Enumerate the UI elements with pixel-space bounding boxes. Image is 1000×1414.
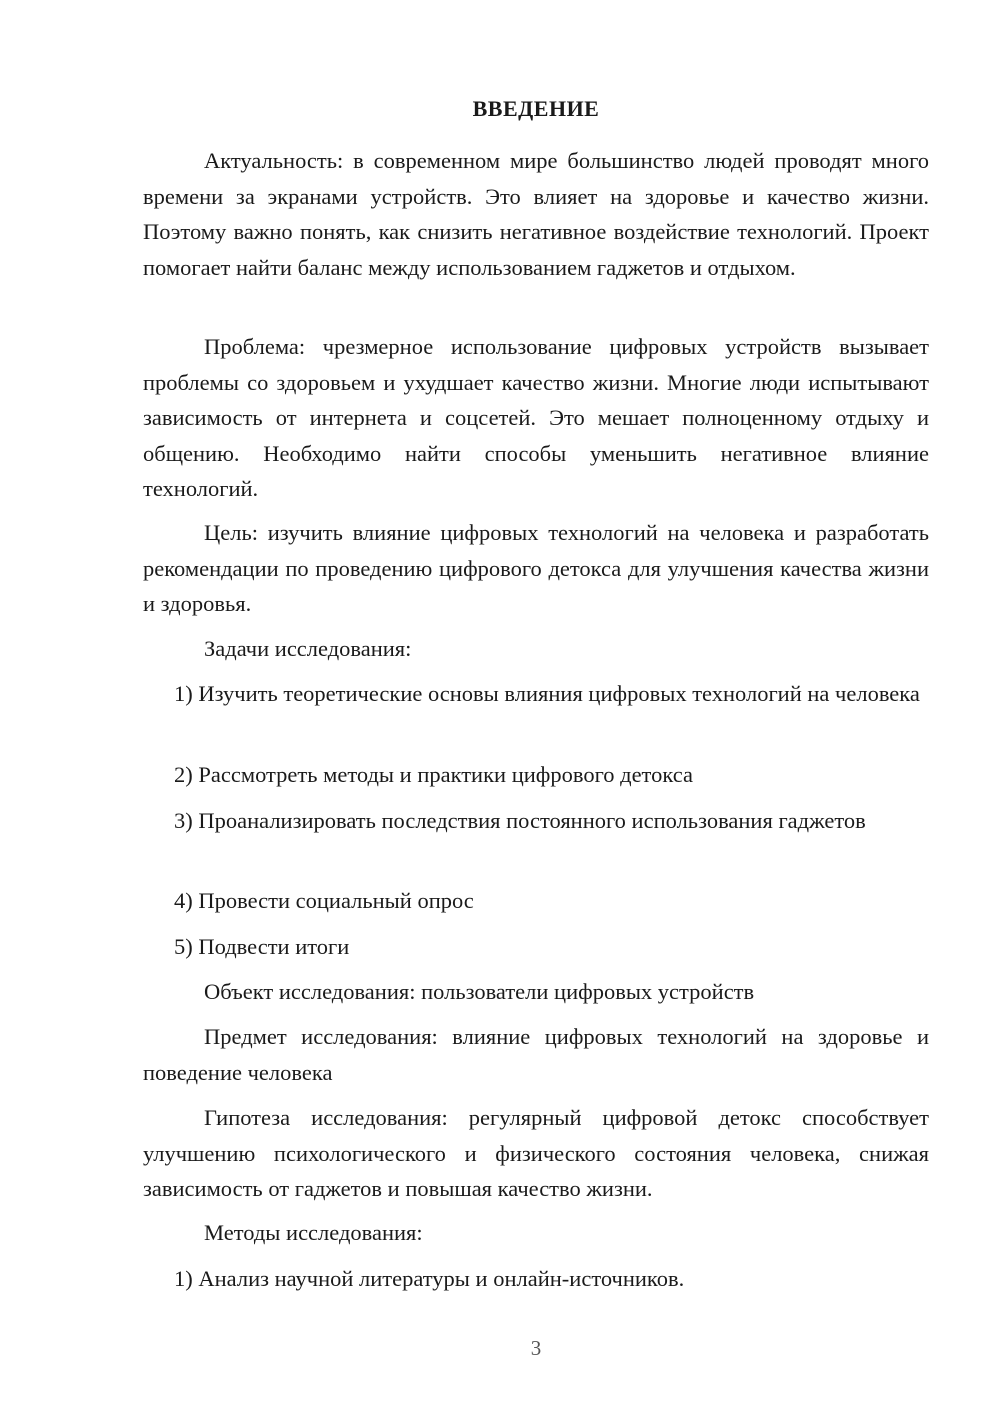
paragraph-subject — [143, 1019, 929, 1090]
tasks-heading — [143, 631, 929, 667]
list-item: 3) Проанализировать последствия постоянного использования гаджетов — [174, 808, 866, 833]
task-item-4 — [143, 883, 929, 919]
methods-heading — [143, 1215, 929, 1251]
list-item: 1) Анализ научной литературы и онлайн-источников. — [174, 1266, 685, 1291]
task-item-5 — [143, 929, 929, 965]
problem-text: Проблема: чрезмерное использование цифровых устройств вызывает проблемы со здоровьем и ухудшает качество жизни. Многие люди испытывают зависимость от интернета и соцсетей. Это мешает полноценному отдыху и общению. Необходимо найти способы уменьшить негативное влияние технологий. — [143, 334, 929, 501]
hypothesis-text: Гипотеза исследования: регулярный цифровой детокс способствует улучшению психологического и физического состояния человека, снижая зависимость от гаджетов и повышая качество жизни. — [143, 1105, 929, 1201]
paragraph-object — [143, 974, 929, 1010]
paragraph-problem — [143, 329, 929, 507]
list-item: 4) Провести социальный опрос — [174, 888, 474, 913]
paragraph-goal — [143, 515, 929, 622]
relevance-text: Актуальность: в современном мире большинство людей проводят много времени за экранами устройств. Это влияет на здоровье и качество жизни. Поэтому важно понять, как снизить негативное воздействие технологий. Проект помогает найти баланс между использованием гаджетов и отдыхом. — [143, 148, 929, 280]
method-item-1 — [143, 1261, 929, 1297]
page-number: 3 — [530, 1336, 542, 1360]
list-item: 5) Подвести итоги — [174, 934, 350, 959]
paragraph-relevance — [143, 143, 929, 285]
subject-text: Предмет исследования: влияние цифровых технологий на здоровье и поведение человека — [143, 1024, 929, 1085]
paragraph-hypothesis — [143, 1100, 929, 1207]
list-item: 2) Рассмотреть методы и практики цифрового детокса — [174, 762, 693, 787]
tasks-title: Задачи исследования: — [204, 636, 412, 661]
task-item-1 — [143, 676, 929, 712]
task-item-3 — [143, 803, 929, 839]
methods-title: Методы исследования: — [204, 1220, 423, 1245]
object-text: Объект исследования: пользователи цифровых устройств — [204, 979, 755, 1004]
task-item-2 — [143, 757, 929, 793]
goal-text: Цель: изучить влияние цифровых технологий на человека и разработать рекомендации по проведению цифрового детокса для улучшения качества жизни и здоровья. — [143, 520, 929, 616]
page-title: ВВЕДЕНИЕ — [472, 96, 600, 121]
list-item: 1) Изучить теоретические основы влияния цифровых технологий на человека — [174, 681, 920, 706]
